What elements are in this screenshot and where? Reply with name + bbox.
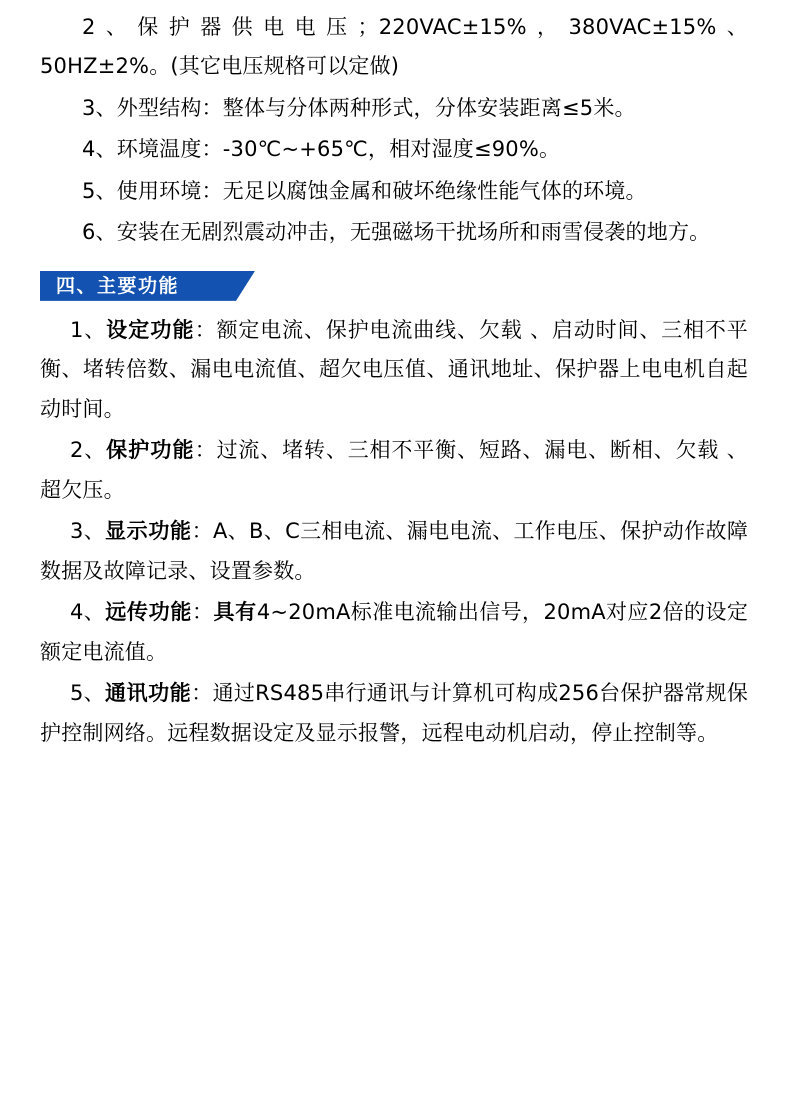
function-1-term: 设定功能 [106, 317, 195, 342]
function-item-2 [40, 431, 748, 510]
function-5-term: 通讯功能 [104, 681, 192, 706]
function-2-body: 过流、堵转、三相不平衡、短路、漏电、断相、欠载 、超欠压。 [40, 438, 748, 502]
function-1-number: 1、 [70, 317, 107, 342]
function-5-number: 5、 [70, 681, 105, 706]
function-3-body: A、B、C三相电流、漏电电流、工作电压、保护动作故障数据及故障记录、设置参数。 [40, 519, 749, 583]
function-1-body: 额定电流、保护电流曲线、欠载 、启动时间、三相不平衡、堵转倍数、漏电电流值、超欠电压值、通讯地址、保护器上电电机自起动时间。 [40, 317, 748, 421]
function-3-number: 3、 [70, 519, 106, 544]
function-4-number: 4、 [70, 600, 106, 625]
function-2-number: 2、 [70, 438, 107, 463]
spec-item-4: 4、环境温度：-30℃~+65℃，相对湿度≤90%。 [82, 137, 561, 162]
function-2-separator: ： [194, 438, 217, 463]
function-item-3 [40, 512, 748, 591]
function-item-4 [40, 593, 748, 672]
function-4-body-emphasis: 具有 [213, 600, 257, 625]
function-3-separator: ： [191, 519, 213, 544]
function-5-separator: ： [191, 681, 213, 706]
spec-item-3: 3、外型结构：整体与分体两种形式，分体安装距离≤5米。 [82, 95, 636, 120]
spec-item-6: 6、安装在无剧烈震动冲击，无强磁场干扰场所和雨雪侵袭的地方。 [82, 220, 711, 245]
function-4-body: 4~20mA标准电流输出信号，20mA对应2倍的设定 额定电流值。 [40, 600, 749, 664]
function-1-separator: ： [194, 317, 217, 342]
function-item-5 [40, 674, 748, 753]
spec-item-2: 2、保护器供电电压；220VAC±15%，380VAC±15%、50HZ±2%。(其它电压规格可以定做) [40, 15, 748, 79]
function-2-term: 保护功能 [106, 438, 195, 463]
function-4-term: 远传功能 [105, 600, 193, 625]
function-5-body: 通过RS485串行通讯与计算机可构成256台保护器常规保护控制网络。远程数据设定及显示报警，远程电动机启动，停止控制等。 [40, 681, 749, 745]
function-4-separator: ： [192, 600, 214, 625]
function-item-1 [40, 311, 748, 429]
function-3-term: 显示功能 [105, 519, 192, 544]
section-heading-label: 四、主要功能 [56, 274, 180, 297]
section-heading-banner [40, 271, 255, 301]
spec-item-5: 5、使用环境：无足以腐蚀金属和破坏绝缘性能气体的环境。 [82, 178, 647, 203]
